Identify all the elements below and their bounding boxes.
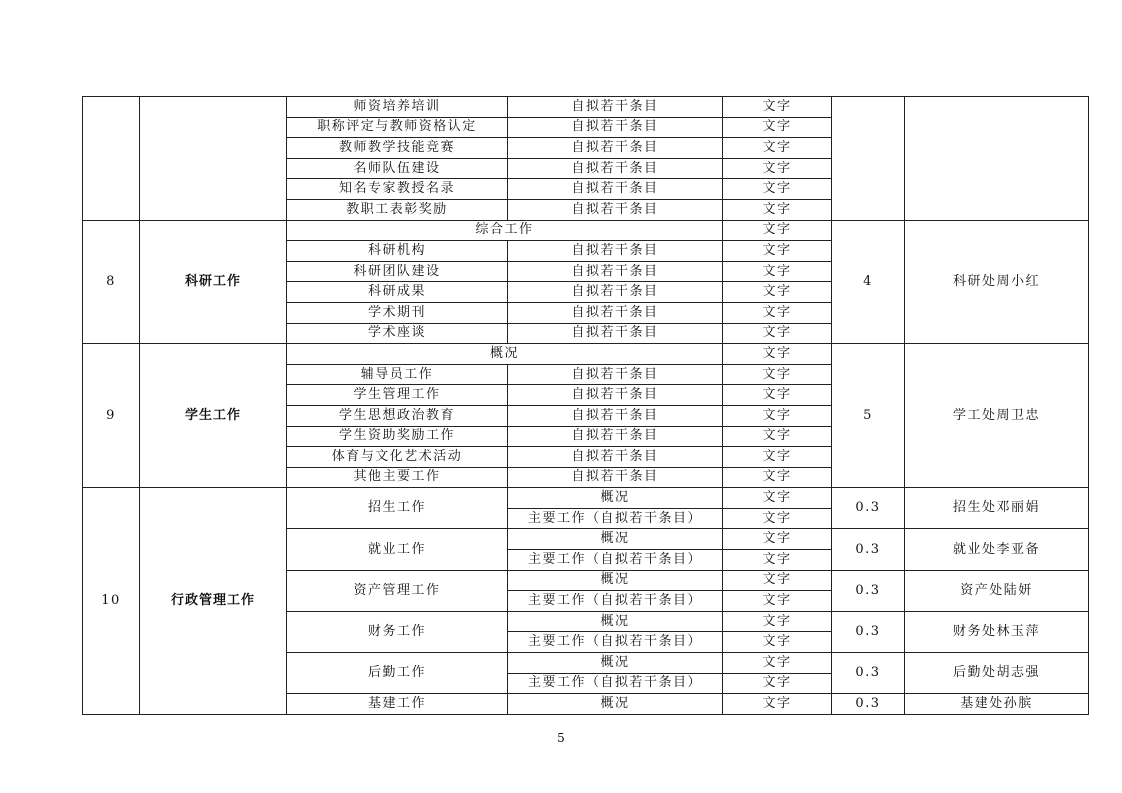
item-form: 文字 (723, 591, 832, 612)
sub-item-owner: 招生处邓丽娟 (905, 488, 1089, 529)
section-title: 学生工作 (140, 344, 287, 488)
section-owner: 学工处周卫忠 (905, 344, 1089, 488)
item-name: 学生管理工作 (287, 385, 508, 406)
item-content: 自拟若干条目 (508, 179, 723, 200)
item-name: 概况 (287, 344, 723, 365)
item-content: 概况 (508, 570, 723, 591)
item-name: 名师队伍建设 (287, 158, 508, 179)
sub-item-name: 招生工作 (287, 488, 508, 529)
item-name: 学生资助奖励工作 (287, 426, 508, 447)
sub-item-name: 后勤工作 (287, 653, 508, 694)
item-name: 职称评定与教师资格认定 (287, 117, 508, 138)
item-form: 文字 (723, 467, 832, 488)
item-content: 自拟若干条目 (508, 199, 723, 220)
item-content: 自拟若干条目 (508, 405, 723, 426)
item-content: 自拟若干条目 (508, 447, 723, 468)
item-content: 自拟若干条目 (508, 97, 723, 118)
item-form: 文字 (723, 364, 832, 385)
item-form: 文字 (723, 611, 832, 632)
item-form: 文字 (723, 653, 832, 674)
sub-item-pages: 0.3 (832, 611, 905, 652)
item-content: 主要工作（自拟若干条目） (508, 632, 723, 653)
content-table (82, 96, 1089, 715)
table-row (83, 344, 1089, 365)
section-number: 8 (83, 220, 140, 344)
item-name: 教职工表彰奖励 (287, 199, 508, 220)
item-form: 文字 (723, 385, 832, 406)
item-form: 文字 (723, 261, 832, 282)
item-content: 自拟若干条目 (508, 117, 723, 138)
item-content: 自拟若干条目 (508, 158, 723, 179)
page-number: 5 (557, 731, 565, 745)
table-row (83, 97, 1089, 118)
item-name: 学术座谈 (287, 323, 508, 344)
item-form: 文字 (723, 344, 832, 365)
owner-cell-empty (905, 97, 1089, 221)
item-name: 其他主要工作 (287, 467, 508, 488)
item-form: 文字 (723, 179, 832, 200)
item-form: 文字 (723, 508, 832, 529)
item-content: 自拟若干条目 (508, 241, 723, 262)
item-name: 知名专家教授名录 (287, 179, 508, 200)
item-content: 主要工作（自拟若干条目） (508, 550, 723, 571)
item-content: 概况 (508, 653, 723, 674)
sub-item-pages: 0.3 (832, 653, 905, 694)
item-form: 文字 (723, 138, 832, 159)
item-form: 文字 (723, 488, 832, 509)
item-form: 文字 (723, 117, 832, 138)
sub-item-pages: 0.3 (832, 694, 905, 715)
sub-item-name: 基建工作 (287, 694, 508, 715)
item-name: 综合工作 (287, 220, 723, 241)
section-pages: 4 (832, 220, 905, 344)
item-form: 文字 (723, 323, 832, 344)
item-form: 文字 (723, 694, 832, 715)
item-name: 科研团队建设 (287, 261, 508, 282)
item-content: 自拟若干条目 (508, 426, 723, 447)
sub-item-owner: 后勤处胡志强 (905, 653, 1089, 694)
item-content: 自拟若干条目 (508, 138, 723, 159)
item-content: 自拟若干条目 (508, 302, 723, 323)
item-name: 科研机构 (287, 241, 508, 262)
sub-item-pages: 0.3 (832, 529, 905, 570)
item-content: 自拟若干条目 (508, 467, 723, 488)
item-content: 概况 (508, 611, 723, 632)
item-name: 辅导员工作 (287, 364, 508, 385)
item-form: 文字 (723, 97, 832, 118)
item-content: 自拟若干条目 (508, 323, 723, 344)
item-name: 师资培养培训 (287, 97, 508, 118)
item-form: 文字 (723, 673, 832, 694)
item-form: 文字 (723, 241, 832, 262)
item-form: 文字 (723, 158, 832, 179)
sub-item-name: 资产管理工作 (287, 570, 508, 611)
sub-item-pages: 0.3 (832, 570, 905, 611)
sub-item-owner: 资产处陆妍 (905, 570, 1089, 611)
section-owner: 科研处周小红 (905, 220, 1089, 344)
item-form: 文字 (723, 570, 832, 591)
item-content: 概况 (508, 529, 723, 550)
category-cell-empty (140, 97, 287, 221)
sub-item-pages: 0.3 (832, 488, 905, 529)
item-content: 主要工作（自拟若干条目） (508, 591, 723, 612)
item-content: 概况 (508, 694, 723, 715)
item-name: 科研成果 (287, 282, 508, 303)
item-form: 文字 (723, 282, 832, 303)
sub-item-owner: 基建处孙膑 (905, 694, 1089, 715)
item-name: 学生思想政治教育 (287, 405, 508, 426)
sub-item-name: 就业工作 (287, 529, 508, 570)
item-content: 主要工作（自拟若干条目） (508, 508, 723, 529)
item-form: 文字 (723, 199, 832, 220)
sub-item-owner: 就业处李亚备 (905, 529, 1089, 570)
item-content: 自拟若干条目 (508, 364, 723, 385)
item-name: 学术期刊 (287, 302, 508, 323)
section-number: 10 (83, 488, 140, 715)
table-row (83, 220, 1089, 241)
sub-item-name: 财务工作 (287, 611, 508, 652)
item-form: 文字 (723, 529, 832, 550)
item-form: 文字 (723, 220, 832, 241)
table-row (83, 488, 1089, 509)
item-form: 文字 (723, 447, 832, 468)
item-name: 体育与文化艺术活动 (287, 447, 508, 468)
item-form: 文字 (723, 550, 832, 571)
seq-cell-empty (83, 97, 140, 221)
section-title: 行政管理工作 (140, 488, 287, 715)
item-content: 自拟若干条目 (508, 261, 723, 282)
item-form: 文字 (723, 302, 832, 323)
section-number: 9 (83, 344, 140, 488)
item-form: 文字 (723, 632, 832, 653)
section-pages: 5 (832, 344, 905, 488)
item-content: 自拟若干条目 (508, 385, 723, 406)
item-name: 教师教学技能竞赛 (287, 138, 508, 159)
item-form: 文字 (723, 405, 832, 426)
pages-cell-empty (832, 97, 905, 221)
item-form: 文字 (723, 426, 832, 447)
item-content: 自拟若干条目 (508, 282, 723, 303)
item-content: 概况 (508, 488, 723, 509)
item-content: 主要工作（自拟若干条目） (508, 673, 723, 694)
section-title: 科研工作 (140, 220, 287, 344)
sub-item-owner: 财务处林玉萍 (905, 611, 1089, 652)
